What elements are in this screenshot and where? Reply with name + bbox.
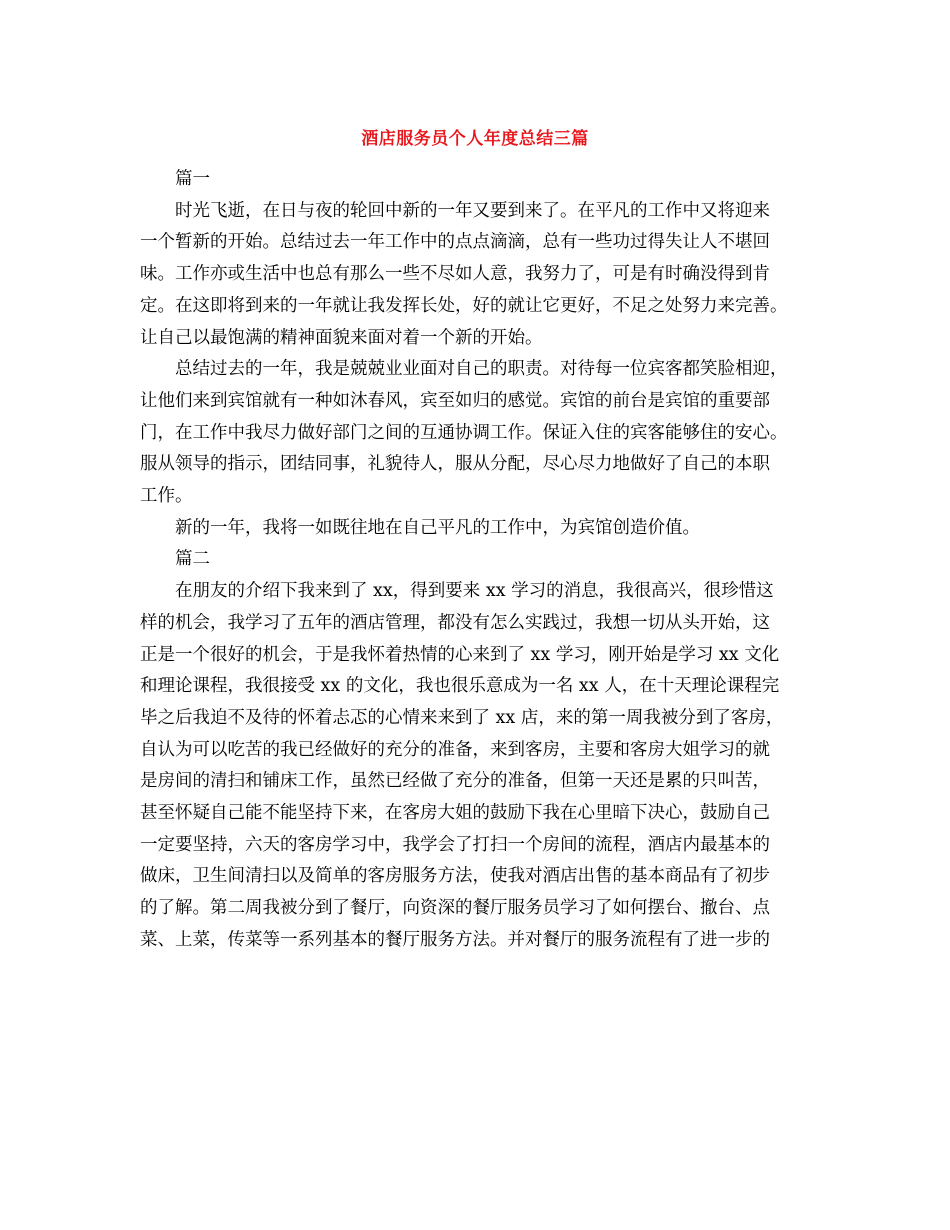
- text-line: 定。在这即将到来的一年就让我发挥长处，好的就让它更好，不足之处努力来完善。: [140, 295, 788, 316]
- text-line: 篇二: [175, 549, 210, 570]
- paragraph: [140, 576, 812, 956]
- paragraph: [140, 164, 812, 196]
- paragraph: [140, 196, 812, 355]
- text-line: 自认为可以吃苦的我已经做好的充分的准备，来到客房，主要和客房大姐学习的就: [140, 739, 770, 760]
- text-line: 一定要坚持，六天的客房学习中，我学会了打扫一个房间的流程，酒店内最基本的: [140, 834, 770, 855]
- text-line: 味。工作亦或生活中也总有那么一些不尽如人意，我努力了，可是有时确没得到肯: [140, 264, 770, 285]
- text-line: 服从领导的指示，团结同事，礼貌待人，服从分配，尽心尽力地做好了自己的本职: [140, 454, 770, 475]
- text-line: 和理论课程，我很接受 xx 的文化，我也很乐意成为一名 xx 人，在十天理论课程完: [140, 676, 780, 697]
- text-line: 让他们来到宾馆就有一种如沐春风，宾至如归的感觉。宾馆的前台是宾馆的重要部: [140, 390, 770, 411]
- text-line: 是房间的清扫和铺床工作，虽然已经做了充分的准备，但第一天还是累的只叫苦，: [140, 771, 770, 792]
- text-line: 做床，卫生间清扫以及简单的客房服务方法，使我对酒店出售的基本商品有了初步: [140, 866, 770, 887]
- text-line: 总结过去的一年，我是兢兢业业面对自己的职责。对待每一位宾客都笑脸相迎，: [175, 359, 788, 380]
- text-line: 菜、上菜，传菜等一系列基本的餐厅服务方法。并对餐厅的服务流程有了进一步的: [140, 929, 770, 950]
- text-line: 门，在工作中我尽力做好部门之间的互通协调工作。保证入住的宾客能够住的安心。: [140, 422, 788, 443]
- text-line: 正是一个很好的机会，于是我怀着热情的心来到了 xx 学习，刚开始是学习 xx 文化: [140, 644, 780, 665]
- text-line: 新的一年，我将一如既往地在自己平凡的工作中，为宾馆创造价值。: [175, 517, 700, 538]
- paragraph: [140, 544, 812, 576]
- document-title: 酒店服务员个人年度总结三篇: [361, 129, 589, 149]
- text-line: 样的机会，我学习了五年的酒店管理，都没有怎么实践过，我想一切从头开始，这: [140, 612, 770, 633]
- document-body: [140, 164, 812, 957]
- text-line: 让自己以最饱满的精神面貌来面对着一个新的开始。: [140, 327, 543, 348]
- text-line: 工作。: [140, 486, 193, 507]
- text-line: 毕之后我迫不及待的怀着忐忑的心情来来到了 xx 店，来的第一周我被分到了客房，: [140, 707, 784, 728]
- text-line: 一个暂新的开始。总结过去一年工作中的点点滴滴，总有一些功过得失让人不堪回: [140, 232, 770, 253]
- paragraph: [140, 513, 812, 545]
- text-line: 时光飞逝，在日与夜的轮回中新的一年又要到来了。在平凡的工作中又将迎来: [175, 200, 770, 221]
- text-line: 篇一: [175, 169, 210, 189]
- text-line: 甚至怀疑自己能不能坚持下来，在客房大姐的鼓励下我在心里暗下决心，鼓励自己: [140, 803, 770, 824]
- paragraph: [140, 354, 812, 513]
- text-line: 在朋友的介绍下我来到了 xx，得到要来 xx 学习的消息，我很高兴，很珍惜这: [175, 581, 774, 602]
- text-line: 的了解。第二周我被分到了餐厅，向资深的餐厅服务员学习了如何摆台、撤台、点: [140, 898, 770, 919]
